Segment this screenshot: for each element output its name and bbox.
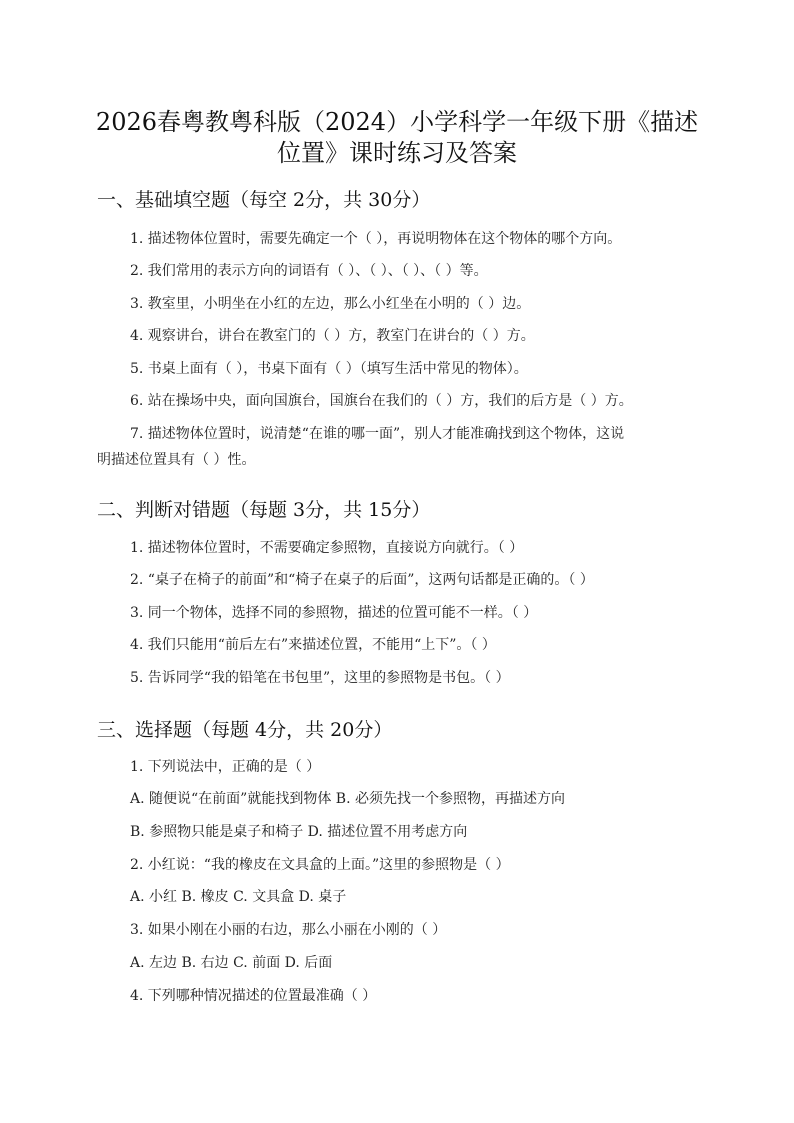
question-item: 2. 我们常用的表示方向的词语有（ ）、（ ）、（ ）、（ ）等。: [130, 263, 488, 279]
section-heading: 一、基础填空题（每空 2分，共 30分）: [97, 189, 431, 211]
question-item: 4. 观察讲台，讲台在教室门的（ ）方，教室门在讲台的（ ）方。: [130, 328, 535, 344]
question-item: 5. 告诉同学“我的铅笔在书包里”，这里的参照物是书包。（ ）: [130, 670, 510, 686]
question-item: 1. 描述物体位置时，需要先确定一个（ ），再说明物体在这个物体的哪个方向。: [130, 231, 622, 247]
answer-options: B. 参照物只能是桌子和椅子 D. 描述位置不用考虑方向: [130, 824, 468, 840]
section-heading: 二、判断对错题（每题 3分，共 15分）: [97, 499, 431, 521]
question-item: 6. 站在操场中央，面向国旗台，国旗台在我们的（ ）方，我们的后方是（ ）方。: [130, 393, 633, 409]
question-item: 2. 小红说：“我的橡皮在文具盒的上面。”这里的参照物是（ ）: [130, 857, 510, 873]
question-item: 2. “桌子在椅子的前面”和“椅子在桌子的后面”，这两句话都是正确的。（ ）: [130, 572, 594, 588]
question-item: 1. 下列说法中，正确的是（ ）: [130, 759, 321, 775]
document-title-line2: 位置》课时练习及答案: [277, 139, 517, 167]
answer-options: A. 左边 B. 右边 C. 前面 D. 后面: [130, 955, 333, 971]
answer-options: A. 小红 B. 橡皮 C. 文具盒 D. 桌子: [130, 889, 347, 905]
question-item: 5. 书桌上面有（ ），书桌下面有（ ）（填写生活中常见的物体）。: [130, 361, 528, 377]
question-item: 7. 描述物体位置时，说清楚“在谁的哪一面”，别人才能准确找到这个物体，这说: [130, 426, 625, 442]
document-title-line1: 2026春粤教粤科版（2024）小学科学一年级下册《描述: [95, 108, 699, 136]
question-item: 3. 教室里，小明坐在小红的左边，那么小红坐在小明的（ ）边。: [130, 296, 531, 312]
question-item: 3. 如果小刚在小丽的右边，那么小丽在小刚的（ ）: [130, 922, 447, 938]
question-item: 4. 我们只能用“前后左右”来描述位置，不能用“上下”。（ ）: [130, 637, 496, 653]
question-item: 4. 下列哪种情况描述的位置最准确（ ）: [130, 988, 377, 1004]
question-item: 1. 描述物体位置时，不需要确定参照物，直接说方向就行。（ ）: [130, 540, 524, 556]
question-item: 3. 同一个物体，选择不同的参照物，描述的位置可能不一样。（ ）: [130, 605, 538, 621]
answer-options: A. 随便说“在前面”就能找到物体 B. 必须先找一个参照物，再描述方向: [130, 791, 565, 807]
section-heading: 三、选择题（每题 4分，共 20分）: [97, 719, 393, 741]
question-item-continuation: 明描述位置具有（ ）性。: [97, 452, 256, 468]
